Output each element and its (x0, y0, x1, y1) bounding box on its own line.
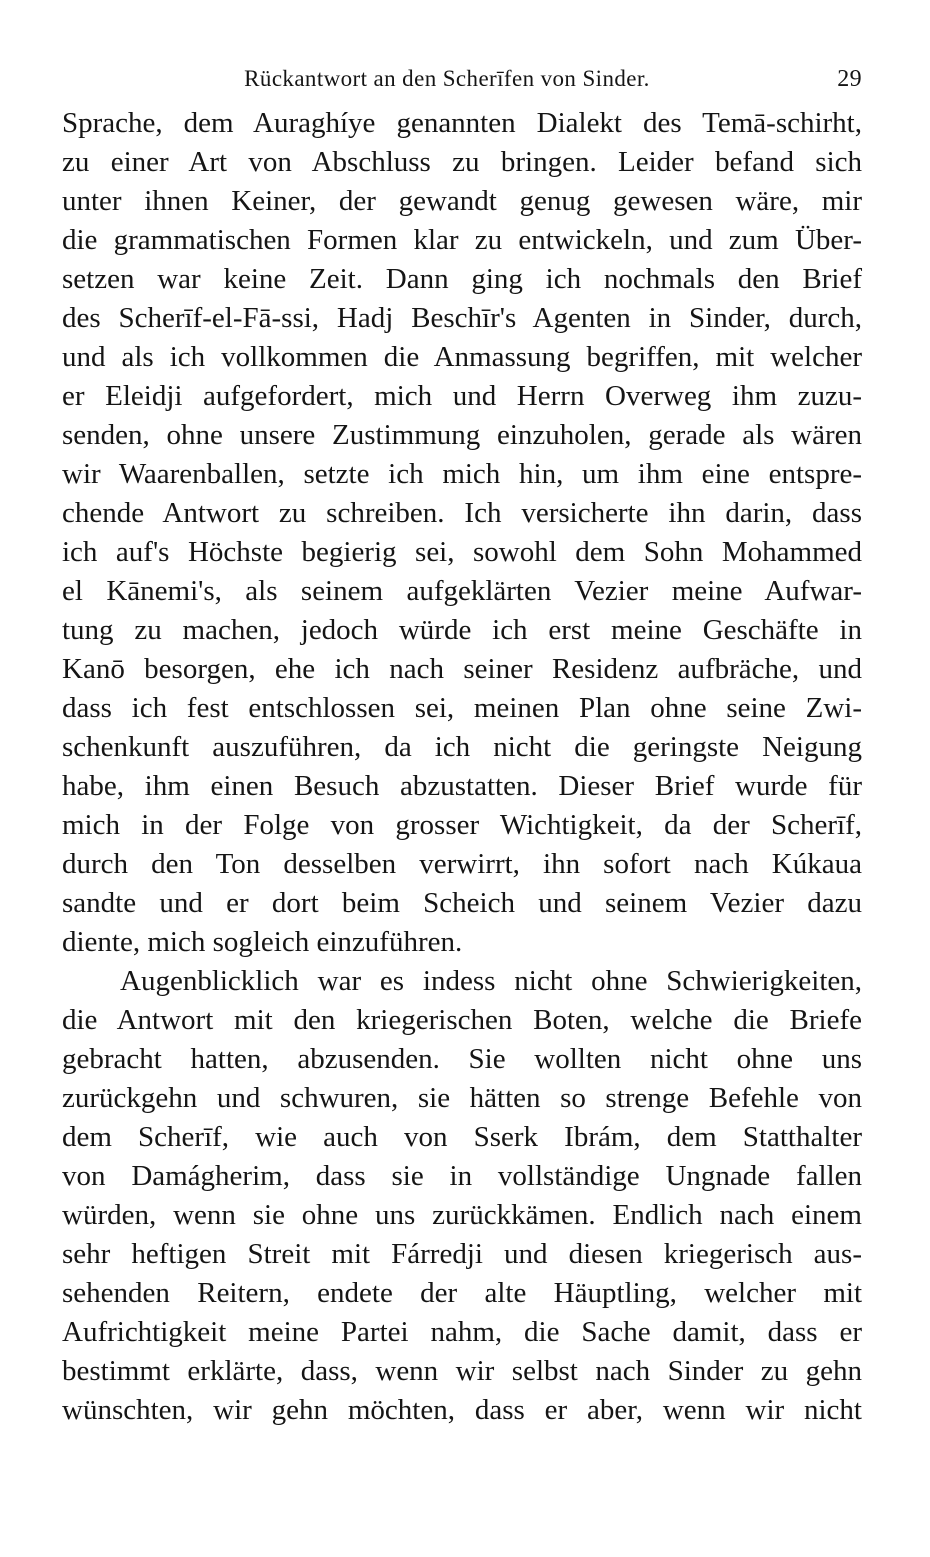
text-line: sehr heftigen Streit mit Fárredji und diesen kriegerisch aus- (62, 1238, 862, 1270)
body-text (62, 104, 862, 1430)
text-line: würden, wenn sie ohne uns zurückkämen. Endlich nach einem (62, 1199, 862, 1231)
text-line: habe, ihm einen Besuch abzustatten. Dieser Brief wurde für (62, 770, 862, 802)
paragraph-1 (62, 104, 862, 962)
text-line: des Scherīf-el-Fā-ssi, Hadj Beschīr's Agenten in Sinder, durch, (62, 302, 862, 334)
text-line: unter ihnen Keiner, der gewandt genug gewesen wäre, mir (62, 185, 862, 217)
text-line: Kanō besorgen, ehe ich nach seiner Residenz aufbräche, und (62, 653, 862, 685)
running-title: Rückantwort an den Scherīfen von Sinder. (244, 66, 650, 91)
text-line: die Antwort mit den kriegerischen Boten, welche die Briefe (62, 1004, 862, 1036)
text-line: und als ich vollkommen die Anmassung begriffen, mit welcher (62, 341, 862, 373)
text-line: gebracht hatten, abzusenden. Sie wollten nicht ohne uns (62, 1043, 862, 1075)
text-line: ich auf's Höchste begierig sei, sowohl dem Sohn Mohammed (62, 536, 862, 568)
text-line: Aufrichtigkeit meine Partei nahm, die Sache damit, dass er (62, 1316, 862, 1348)
text-line: zurückgehn und schwuren, sie hätten so strenge Befehle von (62, 1082, 862, 1114)
text-line: zu einer Art von Abschluss zu bringen. Leider befand sich (62, 146, 862, 178)
text-line: mich in der Folge von grosser Wichtigkeit, da der Scherīf, (62, 809, 862, 841)
text-line: Augenblicklich war es indess nicht ohne Schwierigkeiten, (120, 965, 862, 997)
book-page (62, 60, 862, 1430)
text-line: setzen war keine Zeit. Dann ging ich nochmals den Brief (62, 263, 862, 295)
page-number: 29 (837, 66, 862, 92)
text-line: bestimmt erklärte, dass, wenn wir selbst nach Sinder zu gehn (62, 1355, 862, 1387)
text-line: chende Antwort zu schreiben. Ich versicherte ihn darin, dass (62, 497, 862, 529)
text-line: dem Scherīf, wie auch von Sserk Ibrám, dem Statthalter (62, 1121, 862, 1153)
text-line: tung zu machen, jedoch würde ich erst meine Geschäfte in (62, 614, 862, 646)
text-line: durch den Ton desselben verwirrt, ihn sofort nach Kúkaua (62, 848, 862, 880)
text-line: sehenden Reitern, endete der alte Häuptling, welcher mit (62, 1277, 862, 1309)
text-line: er Eleidji aufgefordert, mich und Herrn Overweg ihm zuzu- (62, 380, 862, 412)
text-line: schenkunft auszuführen, da ich nicht die geringste Neigung (62, 731, 862, 763)
text-line: wünschten, wir gehn möchten, dass er aber, wenn wir nicht (62, 1394, 862, 1426)
text-line: Sprache, dem Auraghíye genannten Dialekt des Temā-schirht, (62, 107, 862, 139)
text-line: die grammatischen Formen klar zu entwickeln, und zum Über- (62, 224, 862, 256)
text-line: diente, mich sogleich einzuführen. (62, 926, 463, 958)
text-line: senden, ohne unsere Zustimmung einzuholen, gerade als wären (62, 419, 862, 451)
page-header (62, 60, 862, 104)
text-line: dass ich fest entschlossen sei, meinen Plan ohne seine Zwi- (62, 692, 862, 724)
text-line: von Damágherim, dass sie in vollständige Ungnade fallen (62, 1160, 862, 1192)
paragraph-2 (62, 962, 862, 1430)
text-line: wir Waarenballen, setzte ich mich hin, um ihm eine entspre- (62, 458, 862, 490)
text-line: el Kānemi's, als seinem aufgeklärten Vezier meine Aufwar- (62, 575, 862, 607)
text-line: sandte und er dort beim Scheich und seinem Vezier dazu (62, 887, 862, 919)
